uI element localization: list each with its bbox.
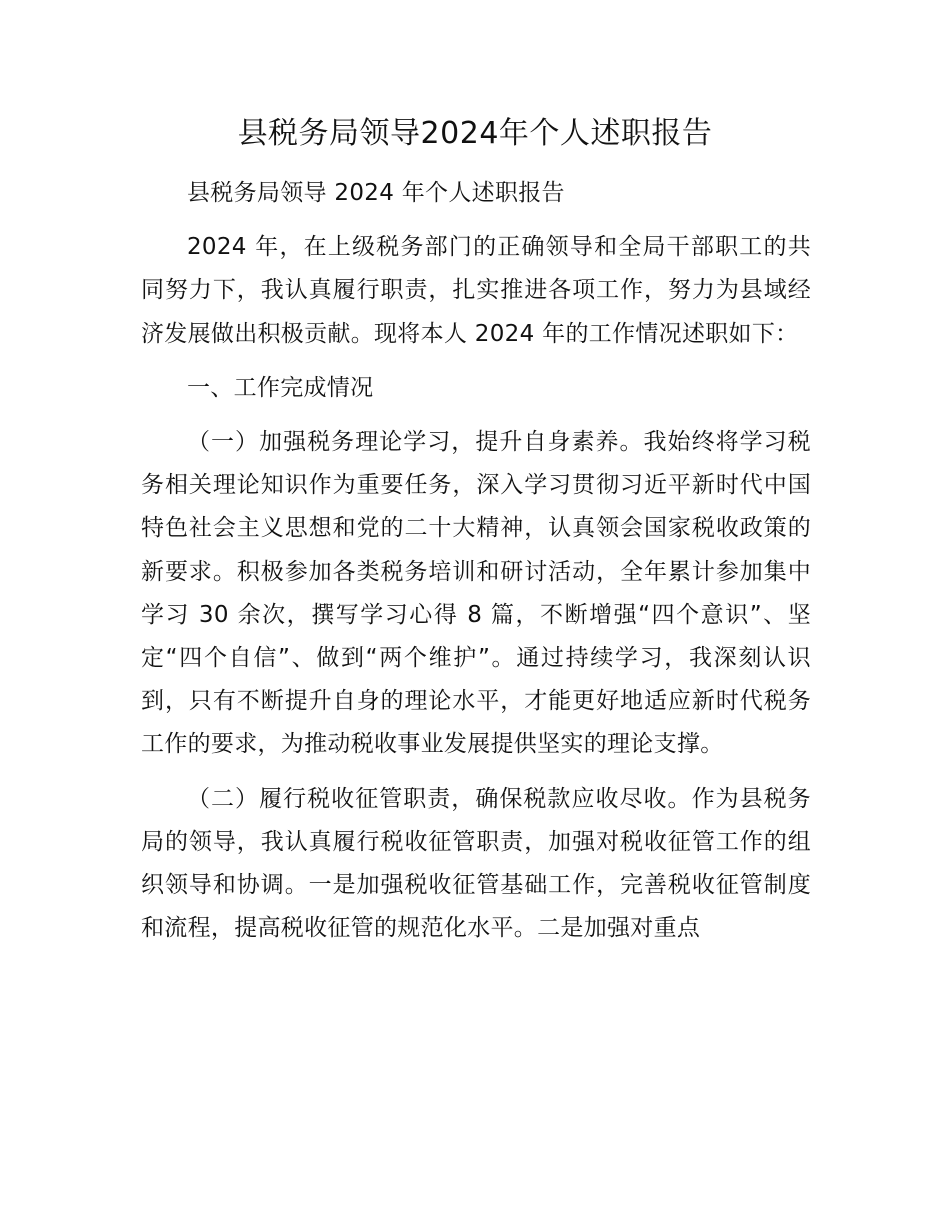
section-heading: 一、工作完成情况	[187, 374, 374, 401]
document-body	[141, 172, 811, 961]
study-paragraph: （一）加强税务理论学习，提升自身素养。我始终将学习税务相关理论知识作为重要任务，深入学习贯彻习近平新时代中国特色社会主义思想和党的二十大精神，认真领会国家税收政策的新要求。积极参加各类税务培训和研讨活动，全年累计参加集中学习 30 余次，撰写学习心得 8 篇，不断增强“四个意识”、坚定“四个自信”、做到“两个维护”。通过持续学习，我深刻认识到，只有不断提升自身的理论水平，才能更好地适应新时代税务工作的要求，为推动税收事业发展提供坚实的理论支撑。	[141, 429, 811, 758]
document-title: 县税务局领导2024年个人述职报告	[237, 116, 713, 151]
document-subtitle-paragraph: 县税务局领导 2024 年个人述职报告	[187, 180, 565, 206]
tax-collection-paragraph: （二）履行税收征管职责，确保税款应收尽收。作为县税务局的领导，我认真履行税收征管职责，加强对税收征管工作的组织领导和协调。一是加强税收征管基础工作，完善税收征管制度和流程，提高税收征管的规范化水平。二是加强对重点	[141, 785, 811, 942]
intro-paragraph: 2024 年，在上级税务部门的正确领导和全局干部职工的共同努力下，我认真履行职责，扎实推进各项工作，努力为县域经济发展做出积极贡献。现将本人 2024 年的工作情况述职如下：	[141, 234, 811, 347]
